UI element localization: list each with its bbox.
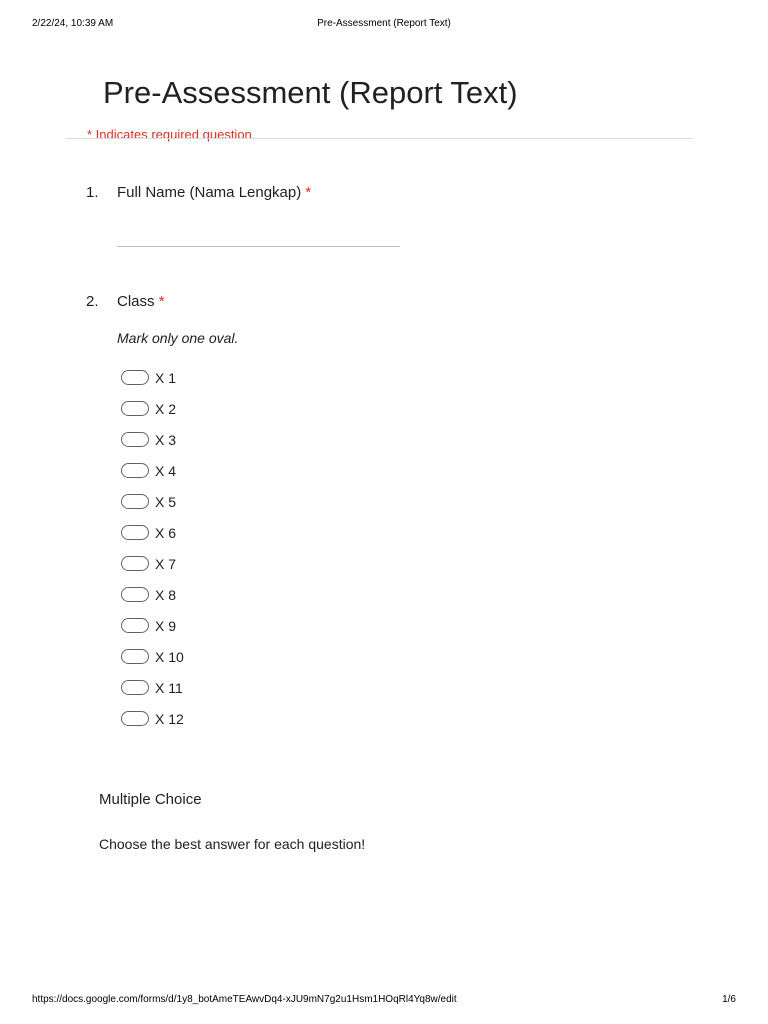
option-label: X 10	[155, 649, 184, 665]
radio-oval[interactable]	[121, 680, 149, 695]
required-asterisk: *	[158, 293, 165, 310]
question-number: 1.	[86, 184, 99, 201]
class-option[interactable]	[121, 462, 184, 493]
class-option[interactable]	[121, 555, 184, 586]
class-option[interactable]	[121, 679, 184, 710]
radio-oval[interactable]	[121, 587, 149, 602]
class-option[interactable]	[121, 369, 184, 400]
option-label: X 1	[155, 370, 177, 386]
class-option[interactable]	[121, 493, 184, 524]
radio-oval[interactable]	[121, 711, 149, 726]
class-option[interactable]	[121, 524, 184, 555]
radio-oval[interactable]	[121, 370, 149, 385]
print-document-title: Pre-Assessment (Report Text)	[317, 18, 451, 29]
radio-oval[interactable]	[121, 618, 149, 633]
option-label: X 7	[155, 556, 177, 572]
print-date: 2/22/24, 10:39 AM	[32, 18, 114, 29]
full-name-answer-field[interactable]	[117, 246, 400, 247]
radio-oval[interactable]	[121, 432, 149, 447]
radio-oval[interactable]	[121, 401, 149, 416]
class-option[interactable]	[121, 710, 184, 741]
class-options-list	[121, 369, 184, 741]
radio-oval[interactable]	[121, 556, 149, 571]
option-label: X 2	[155, 401, 177, 417]
question-label: Full Name (Nama Lengkap)	[117, 184, 302, 201]
question-hint: Mark only one oval.	[117, 330, 239, 346]
option-label: X 11	[155, 680, 183, 696]
option-label: X 5	[155, 494, 177, 510]
question-text	[117, 184, 311, 201]
option-label: X 4	[155, 463, 177, 479]
question-label: Class	[117, 293, 155, 310]
print-header	[32, 18, 736, 32]
radio-oval[interactable]	[121, 525, 149, 540]
class-option[interactable]	[121, 586, 184, 617]
header-divider	[66, 138, 693, 139]
class-option[interactable]	[121, 648, 184, 679]
page-number: 1/6	[722, 994, 736, 1005]
radio-oval[interactable]	[121, 494, 149, 509]
section-description: Choose the best answer for each question!	[99, 836, 366, 852]
required-question-note: * Indicates required question	[87, 127, 252, 142]
radio-oval[interactable]	[121, 649, 149, 664]
class-option[interactable]	[121, 400, 184, 431]
question-text	[117, 293, 165, 310]
class-option[interactable]	[121, 617, 184, 648]
option-label: X 3	[155, 432, 177, 448]
class-option[interactable]	[121, 431, 184, 462]
print-url: https://docs.google.com/forms/d/1y8_botAmeTEAwvDq4-xJU9mN7g2u1Hsm1HOqRl4Yq8w/edit	[32, 994, 457, 1005]
option-label: X 9	[155, 618, 177, 634]
required-asterisk: *	[305, 184, 312, 201]
form-title: Pre-Assessment (Report Text)	[103, 75, 518, 110]
option-label: X 6	[155, 525, 177, 541]
section-title: Multiple Choice	[99, 791, 202, 808]
option-label: X 12	[155, 711, 184, 727]
question-number: 2.	[86, 293, 99, 310]
radio-oval[interactable]	[121, 463, 149, 478]
option-label: X 8	[155, 587, 177, 603]
